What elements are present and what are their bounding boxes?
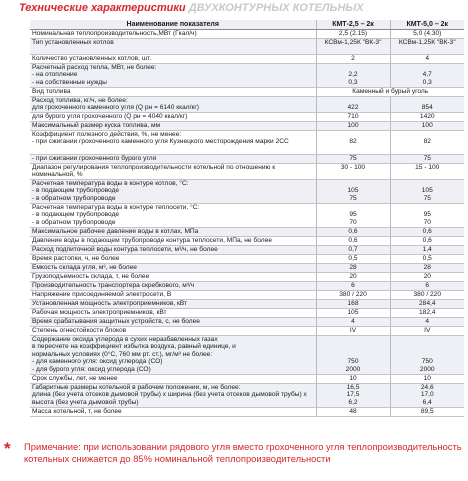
table-row <box>30 122 464 131</box>
parameter-cell: Расчетный расход тепла, МВт, не более: - на отопление - на собственные нужды <box>30 64 316 88</box>
kmt-5-0-value: 100 <box>390 122 464 131</box>
kmt-2-5-value: 380 / 220 <box>316 291 390 300</box>
parameter-cell: Расчетная температура воды в контуре теплосети, °С: - в подающем трубопроводе - в обратном трубопроводе <box>30 204 316 228</box>
header-kmt-5-0: КМТ-5,0 – 2к <box>390 20 464 30</box>
kmt-5-0-value: 10 <box>390 375 464 384</box>
kmt-5-0-value: 82 <box>390 131 464 155</box>
table-row <box>30 384 464 408</box>
kmt-2-5-value: 100 <box>316 122 390 131</box>
table-row <box>30 336 464 375</box>
footnote-text: Примечание: при использовании рядового угля вместо грохоченного угля теплопроизводительность котельных снижается до 85% номинальной теплопроизводительности <box>24 441 462 464</box>
kmt-2-5-value: 0,6 <box>316 228 390 237</box>
kmt-2-5-value: 10 <box>316 375 390 384</box>
parameter-cell: Максимальное рабочее давление воды в котлах, МПа <box>30 228 316 237</box>
specifications-table <box>30 20 464 417</box>
kmt-5-0-value: 284,4 <box>390 300 464 309</box>
parameter-cell: Расход подпиточной воды контура теплосети, м³/ч, не более <box>30 246 316 255</box>
kmt-2-5-value: Каменный и бурый уголь <box>316 88 464 97</box>
parameter-cell: Расход топлива, кг/ч, не более: для грохоченного каменного угля (Q рн = 6140 ккал/кг) <box>30 97 316 113</box>
kmt-5-0-value: 854 <box>390 97 464 113</box>
parameter-cell: Емкость склада угля, м³, не более <box>30 264 316 273</box>
kmt-2-5-value: 105 75 <box>316 180 390 204</box>
kmt-2-5-value: 0,7 <box>316 246 390 255</box>
kmt-2-5-value: 6 <box>316 282 390 291</box>
header-parameter: Наименование показателя <box>30 20 316 30</box>
parameter-cell: для бурого угля грохоченного (Q рн = 4040 ккал/кг) <box>30 113 316 122</box>
parameter-cell: Срок службы, лет, не менее <box>30 375 316 384</box>
table-row <box>30 204 464 228</box>
kmt-5-0-value: 4 <box>390 318 464 327</box>
header-kmt-2-5: КМТ-2,5 – 2к <box>316 20 390 30</box>
table-row <box>30 55 464 64</box>
kmt-5-0-value: 0,6 <box>390 237 464 246</box>
table-row <box>30 264 464 273</box>
kmt-2-5-value: 75 <box>316 155 390 164</box>
table-row <box>30 300 464 309</box>
kmt-5-0-value: КСВм-1,25К "ВК-3" <box>390 39 464 55</box>
kmt-5-0-value: 1420 <box>390 113 464 122</box>
kmt-5-0-value: IV <box>390 327 464 336</box>
title-part1: Технические характеристики <box>19 2 186 14</box>
table-row <box>30 375 464 384</box>
table-row <box>30 327 464 336</box>
parameter-cell: Давление воды в подающем трубопроводе контура теплосети, МПа, не более <box>30 237 316 246</box>
parameter-cell: Расчетная температура воды в контуре котлов, °С: - в подающем трубопроводе - в обратном трубопроводе <box>30 180 316 204</box>
parameter-cell: Время срабатывания защитных устройств, с, не более <box>30 318 316 327</box>
kmt-5-0-value: 182,4 <box>390 309 464 318</box>
kmt-2-5-value: 2 <box>316 55 390 64</box>
parameter-cell: Максимальный размер куска топлива, мм <box>30 122 316 131</box>
kmt-2-5-value: 28 <box>316 264 390 273</box>
table-row <box>30 408 464 417</box>
table-row <box>30 309 464 318</box>
parameter-cell: Грузоподъемность склада, т, не более <box>30 273 316 282</box>
footnote-asterisk: * <box>4 439 11 458</box>
kmt-5-0-value: 750 2000 <box>390 336 464 375</box>
parameter-cell: Рабочая мощность электроприемников, кВт <box>30 309 316 318</box>
table-row <box>30 155 464 164</box>
table-header-row <box>30 20 464 30</box>
parameter-cell: Габаритные размеры котельной в рабочем положении, м, не более: длина (без учета отсеков дымовой трубы) х ширина (без учета отсеков дымовой трубы) х высота (без учета дымовой трубы) <box>30 384 316 408</box>
parameter-cell: Номинальная теплопроизводительность,МВт (Гкал/ч) <box>30 30 316 39</box>
parameter-cell: Установленная мощность электроприемников, кВт <box>30 300 316 309</box>
kmt-2-5-value: 2,5 (2.15) <box>316 30 390 39</box>
kmt-2-5-value: 750 2000 <box>316 336 390 375</box>
kmt-5-0-value: 380 / 220 <box>390 291 464 300</box>
kmt-5-0-value: 4 <box>390 55 464 64</box>
table-row <box>30 228 464 237</box>
kmt-5-0-value: 4,7 0,3 <box>390 64 464 88</box>
table-row <box>30 131 464 155</box>
kmt-2-5-value: 105 <box>316 309 390 318</box>
parameter-cell: Напряжение присоединяемой электросети, В <box>30 291 316 300</box>
parameter-cell: Производительность транспортера скребкового, м³/ч <box>30 282 316 291</box>
table-row <box>30 88 464 97</box>
table-row <box>30 113 464 122</box>
kmt-5-0-value: 89,5 <box>390 408 464 417</box>
kmt-5-0-value: 75 <box>390 155 464 164</box>
parameter-cell: Масса котельной, т, не более <box>30 408 316 417</box>
kmt-5-0-value: 0,5 <box>390 255 464 264</box>
kmt-2-5-value: 168 <box>316 300 390 309</box>
parameter-cell: Степень огнестойкости блоков <box>30 327 316 336</box>
kmt-2-5-value: КСВм-1,25К "ВК-3" <box>316 39 390 55</box>
kmt-5-0-value: 20 <box>390 273 464 282</box>
parameter-cell: Вид топлива <box>30 88 316 97</box>
kmt-2-5-value: 95 70 <box>316 204 390 228</box>
parameter-cell: Содержание оксида углерода в сухих неразбавленных газах в пересчете на коэффициент избытка воздуха, равный единице, и нормальных условиях (0°С, 760 мм рт. ст.), мг/м³ не более: - для каменного угля: оксид углерода (СО) - для бурого угля: оксид углерода (СО) <box>30 336 316 375</box>
table-row <box>30 164 464 180</box>
kmt-2-5-value: 30 - 100 <box>316 164 390 180</box>
kmt-2-5-value: 0,6 <box>316 237 390 246</box>
page-title <box>19 2 364 14</box>
table-row <box>30 39 464 55</box>
parameter-cell: Тип установленных котлов <box>30 39 316 55</box>
kmt-2-5-value: 2,2 0,3 <box>316 64 390 88</box>
parameter-cell: Коэффициент полезного действия, %, не менее: - при сжигании грохоченного каменного угля Кузнецкого месторождения марки 2СС <box>30 131 316 155</box>
kmt-5-0-value: 15 - 100 <box>390 164 464 180</box>
table-row <box>30 273 464 282</box>
kmt-2-5-value: 4 <box>316 318 390 327</box>
kmt-2-5-value: 710 <box>316 113 390 122</box>
table-row <box>30 246 464 255</box>
kmt-5-0-value: 5,0 (4.30) <box>390 30 464 39</box>
kmt-5-0-value: 28 <box>390 264 464 273</box>
table-row <box>30 282 464 291</box>
kmt-5-0-value: 95 70 <box>390 204 464 228</box>
table-row <box>30 30 464 39</box>
kmt-5-0-value: 105 75 <box>390 180 464 204</box>
table-row <box>30 180 464 204</box>
table-row <box>30 255 464 264</box>
kmt-2-5-value: 82 <box>316 131 390 155</box>
title-part2: ДВУХКОНТУРНЫХ КОТЕЛЬНЫХ <box>188 2 364 14</box>
table-row <box>30 97 464 113</box>
kmt-5-0-value: 1,4 <box>390 246 464 255</box>
parameter-cell: Диапазон регулирования теплопроизводительности котельной по отношению к номинальной, % <box>30 164 316 180</box>
kmt-5-0-value: 0,6 <box>390 228 464 237</box>
kmt-2-5-value: 16,5 17,5 6,2 <box>316 384 390 408</box>
parameter-cell: Время растопки, ч, не более <box>30 255 316 264</box>
kmt-2-5-value: 0,5 <box>316 255 390 264</box>
parameter-cell: - при сжигании грохоченного бурого угля <box>30 155 316 164</box>
kmt-2-5-value: 422 <box>316 97 390 113</box>
parameter-cell: Количество установленных котлов, шт. <box>30 55 316 64</box>
table-row <box>30 64 464 88</box>
kmt-2-5-value: 48 <box>316 408 390 417</box>
table-row <box>30 237 464 246</box>
kmt-5-0-value: 6 <box>390 282 464 291</box>
kmt-5-0-value: 24,6 17,0 6,4 <box>390 384 464 408</box>
table-row <box>30 291 464 300</box>
kmt-2-5-value: IV <box>316 327 390 336</box>
kmt-2-5-value: 20 <box>316 273 390 282</box>
table-row <box>30 318 464 327</box>
